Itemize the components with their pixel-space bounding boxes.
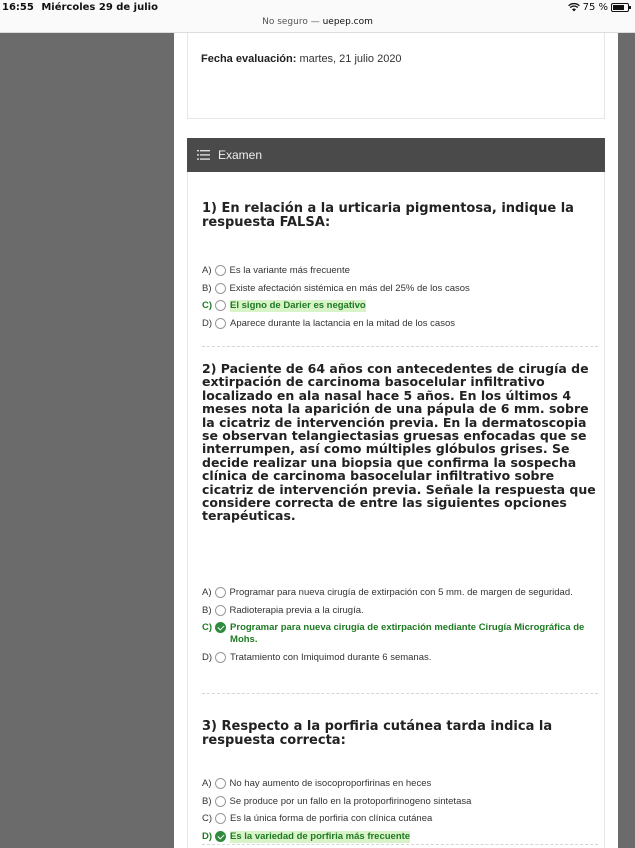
question-3 — [202, 720, 598, 748]
checked-radio-icon[interactable] — [215, 622, 226, 633]
question-3-options — [202, 778, 598, 848]
option-letter: B) — [202, 795, 212, 807]
option-text: Se produce por un fallo en la protoporfirinogeno sintetasa — [229, 795, 472, 807]
option-letter: B) — [202, 604, 212, 616]
option-text: Existe afectación sistémica en más del 25% de los casos — [229, 282, 470, 294]
status-bar — [0, 0, 635, 33]
wifi-icon — [568, 3, 580, 12]
url-security-label: No seguro — — [262, 17, 320, 27]
option-letter: D) — [202, 830, 213, 842]
battery-icon — [611, 3, 629, 12]
option-text: Es la única forma de porfiria con clínica cutánea — [230, 813, 433, 824]
divider — [202, 346, 598, 347]
evaluation-date-label: Fecha evaluación: — [201, 53, 297, 65]
exam-header — [187, 138, 605, 172]
option-c-correct[interactable] — [202, 622, 598, 646]
radio-button[interactable] — [215, 318, 226, 329]
battery-percent: 75 % — [582, 2, 608, 13]
option-text: Es la variante más frecuente — [229, 265, 350, 276]
option-b[interactable] — [202, 283, 598, 295]
option-d[interactable] — [202, 652, 598, 664]
option-letter: D) — [202, 651, 213, 663]
option-letter: C) — [202, 813, 213, 824]
option-text: El signo de Darier es negativo — [230, 300, 366, 311]
option-c-correct[interactable] — [202, 300, 598, 312]
status-date: Miércoles 29 de julio — [41, 2, 158, 13]
page-content — [174, 33, 618, 848]
clock: 16:55 — [2, 2, 34, 13]
option-text: Es la variedad de porfiria más frecuente — [230, 830, 411, 842]
status-right — [568, 2, 629, 13]
option-b[interactable] — [202, 605, 598, 617]
option-letter: B) — [202, 282, 212, 294]
option-letter: A) — [202, 587, 212, 598]
question-title: 3) Respecto a la porfiria cutánea tarda indica la respuesta correcta: — [202, 719, 553, 748]
question-title: 2) Paciente de 64 años con antecedentes de cirugía de extirpación de carcinoma basocelular infiltrativo localizado en ala nasal hace 5 años. En los últimos 4 meses nota la aparición de una pápula de 6 mm. sobre la cicatriz de intervención previa. En la dermatoscopia se observan telangiectasias gruesas enfocadas que se interrumpen, así como múltiples glóbulos grises. Se decide realizar una biopsia que confirma la sospecha clínica de carcinoma basocelular infiltrativo sobre cicatriz de intervención previa. Señale la respuesta que considere correcta de entre las siguientes opciones terapéuticas. — [202, 361, 596, 524]
radio-button[interactable] — [215, 778, 226, 789]
url-host: uepep.com — [322, 17, 373, 27]
option-text: Tratamiento con Imiquimod durante 6 semanas. — [230, 651, 432, 663]
url-bar[interactable] — [0, 17, 635, 27]
evaluation-date — [201, 53, 402, 65]
radio-button[interactable] — [215, 605, 226, 616]
option-text: Programar para nueva cirugía de extirpación con 5 mm. de margen de seguridad. — [229, 587, 573, 598]
option-letter: C) — [202, 300, 213, 311]
question-2 — [202, 362, 598, 523]
exam-title: Examen — [218, 148, 263, 162]
exam-body — [187, 172, 605, 848]
option-letter: A) — [202, 778, 212, 789]
option-letter: A) — [202, 265, 212, 276]
radio-button[interactable] — [215, 813, 226, 824]
option-text: Radioterapia previa a la cirugía. — [229, 604, 364, 616]
option-text: Programar para nueva cirugía de extirpación mediante Cirugía Micrográfica de Mohs. — [230, 622, 585, 645]
evaluation-card — [187, 33, 605, 119]
option-letter: D) — [202, 317, 213, 329]
status-time — [2, 2, 158, 13]
divider — [202, 693, 598, 694]
option-letter: C) — [202, 622, 213, 633]
radio-button[interactable] — [215, 652, 226, 663]
evaluation-date-value: martes, 21 julio 2020 — [299, 53, 402, 65]
option-d[interactable] — [202, 318, 598, 330]
radio-button[interactable] — [215, 796, 226, 807]
option-a[interactable] — [202, 587, 598, 599]
option-a[interactable] — [202, 778, 598, 790]
radio-button[interactable] — [215, 265, 226, 276]
radio-button[interactable] — [215, 283, 226, 294]
radio-button[interactable] — [215, 300, 226, 311]
list-icon — [197, 150, 210, 160]
option-d-correct[interactable] — [202, 831, 598, 843]
option-a[interactable] — [202, 265, 598, 277]
option-c[interactable] — [202, 813, 598, 825]
divider — [202, 844, 598, 845]
checked-radio-icon[interactable] — [215, 831, 226, 842]
radio-button[interactable] — [215, 587, 226, 598]
question-1 — [202, 202, 598, 230]
question-1-options — [202, 265, 598, 335]
option-text: No hay aumento de isocoproporfirinas en heces — [229, 778, 432, 789]
option-b[interactable] — [202, 796, 598, 808]
question-title: 1) En relación a la urticaria pigmentosa, indique la respuesta FALSA: — [202, 201, 574, 230]
option-text: Aparece durante la lactancia en la mitad de los casos — [230, 317, 455, 329]
question-2-options — [202, 587, 598, 669]
